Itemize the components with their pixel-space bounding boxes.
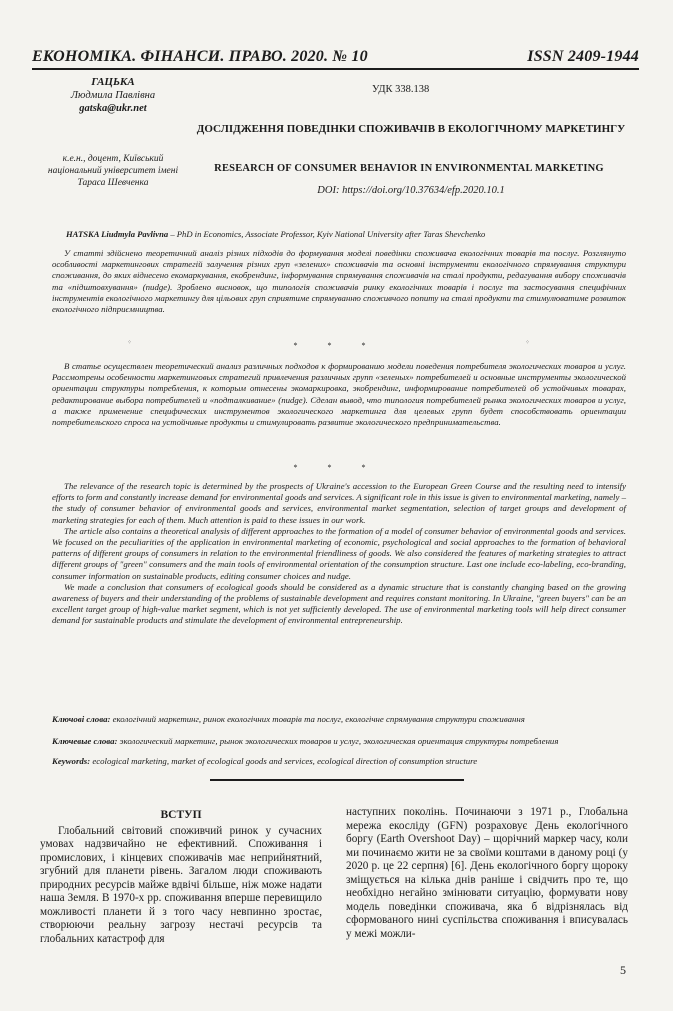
- keywords-ua-text: екологічний маркетинг, ринок екологічних товарів та послуг, екологічне спрямування структури споживання: [110, 714, 525, 724]
- scan-mark: ⁘: [127, 340, 133, 346]
- body-column-left: [40, 809, 322, 946]
- abstract-ru-text: В статье осуществлен теоретический анализ различных подходов к формированию модели поведения потребителя экологических товаров и услуг. Рассмотрены особенности маркетинговых стратегий привлечения различных групп «зеленых» потребителей и основные инструменты экологической ориентации структуры потребления, к которым отнесены экомаркировка, экобрендинг, информирование потребителей об устойчивых товарах, редактирование выбора потребителей и «подталкивание» (nudge). Сделан вывод, что типология потребителей рынка экологических товаров и услуг, а также применение специфических инструментов экологического маркетинга для целевых групп будет способствовать ориентации потребительского спроса на устойчивые продукты и стимулировать развитие экологического предпринимательства.: [52, 361, 626, 428]
- keywords-en-label: Keywords:: [52, 756, 91, 766]
- keywords-ua-label: Ключові слова:: [52, 714, 111, 724]
- abstract-en: [52, 481, 626, 627]
- scan-mark: ⁘: [525, 340, 531, 346]
- udk-code: УДК 338.138: [372, 84, 430, 95]
- author-info: [38, 76, 188, 189]
- author-given-name: Людмила Павлівна: [70, 90, 156, 101]
- page-number: 5: [620, 963, 626, 977]
- section-heading-intro: ВСТУП: [160, 809, 202, 821]
- keywords-ru-label: Ключевые слова:: [52, 736, 118, 746]
- author-affiliation: к.е.н., доцент, Київський національний університет імені Тараса Шевченка: [47, 154, 179, 188]
- separator-stars: * * *: [293, 463, 380, 472]
- author-email: gatska@ukr.net: [79, 103, 147, 114]
- issn: ISSN 2409-1944: [527, 48, 639, 65]
- keywords-ru-text: экологический маркетинг, рынок экологических товаров и услуг, экологическая ориентация структуры потребления: [117, 736, 559, 746]
- abstract-ru: [52, 361, 626, 428]
- author-line-en: [66, 229, 636, 239]
- author-name-en: HATSKA Liudmyla Pavlivna: [66, 229, 169, 239]
- abstract-ua: [52, 248, 626, 315]
- abstract-en-p1: The relevance of the research topic is determined by the prospects of Ukraine's accession to the European Green Course and the resulting need to intensify efforts to form and constantly increase demand for environmental goods and services. A significant role in this issue is given to environmental marketing, namely – the study of consumer behavior of environmental goods and services, environmental market segmentation, selection of target groups and development of marketing strategies for each of them. Much attention is paid to these issues in our work.: [52, 481, 627, 525]
- article-title-en: RESEARCH OF CONSUMER BEHAVIOR IN ENVIRONMENTAL MARKETING: [214, 163, 604, 174]
- journal-title: ЕКОНОМІКА. ФІНАНСИ. ПРАВО. 2020. № 10: [32, 48, 368, 65]
- abstract-en-p2: The article also contains a theoretical analysis of different approaches to the formation of a model of consumer behavior of environmental goods and services. We focused on the peculiarities of the application in environmental marketing of economic, psychological and social approaches to the formation of behavioral patterns of different groups of consumers in relation to the environmental friendliness of goods. We also considered the features of marketing strategies to attract different groups of "green" consumers and the main tools of environmental orientation of the consumption structure. Last one include eco-labeling, eco-branding, consumer information on sustainable products, editing consumer choices and nudge.: [52, 525, 626, 581]
- author-credentials-en: – PhD in Economics, Associate Professor, Kyiv National University after Taras Shevchenko: [168, 229, 486, 239]
- intro-text-right: наступних поколінь. Починаючи з 1971 р., Глобальна мережа екосліду (GFN) розраховує День екологічного боргу (Earth Overshoot Day) – щорічний маркер часу, коли ми починаємо жити не за своїми коштами в даному році (у 2020 р. це 22 серпня) [6]. День екологічного боргу щороку зміщується на кілька днів раніше і свідчить про те, що необхідно негайно змінювати ситуацію, формувати нову модель поведінки споживача, яка б відрізнялась від сформованого нині суспільства споживання і вписувалась у межі можли-: [346, 806, 628, 940]
- keywords-en-text: ecological marketing, market of ecological goods and services, ecological direction of consumption structure: [90, 756, 478, 766]
- intro-text-left: Глобальний світовий споживчий ринок у сучасних умовах надзвичайно не ефективний. Споживання і промислових, і кінцевих споживачів має неприйнятний, згубний для планети рівень. Загалом люди споживають природних ресурсів майже вдвічі більше, ніж може надати наша Земля. В 1970-х рр. споживання вперше перевищило можливості планети й з того часу невпинно зростає, створюючи реальну загрозу нестачі ресурсів та глобальних катастроф для: [40, 824, 322, 945]
- abstract-ua-text: У статті здійснено теоретичний аналіз різних підходів до формування моделі поведінки споживача екологічних товарів та послуг. Розглянуто особливості маркетингових стратегій залучення різних груп «зелених» споживачів та основні інструменти екологічного спрямування структури споживання, до яких віднесено екомаркування, екобрендинг, інформування спрямування споживачів на сталі продукти, редагування вибору споживачів та «підштовхування» (nudge). Зроблено висновок, що типологія споживачів ринку екологічних товарів і послуг та застосування специфічних інструментів екологічного маркетингу для цільових груп сприятиме спрямуванню споживчого попиту на сталі продукти та стимулюватиме розвиток екологічного підприємництва.: [52, 248, 626, 315]
- keywords-ua: [52, 714, 626, 725]
- author-surname: ГАЦЬКА: [91, 76, 135, 88]
- doi: DOI: https://doi.org/10.37634/efp.2020.10.1: [317, 185, 505, 196]
- article-title-ua: ДОСЛІДЖЕННЯ ПОВЕДІНКИ СПОЖИВАЧІВ В ЕКОЛОГІЧНОМУ МАРКЕТИНГУ: [196, 123, 626, 135]
- separator-stars: * * *: [293, 341, 380, 350]
- section-divider: [210, 779, 464, 781]
- abstract-en-p3: We made a conclusion that consumers of ecological goods should be considered as a dynamic structure that is constantly changing based on the growing awareness of buyers and their understanding of the problems of sustainable development and requires constant monitoring. In Ukraine, "green buyers" can be an excellent target group of high-value market segment, which is not yet sufficiently developed. The use of environmental marketing tools will help direct consumer demand for sustainable products and stimulate the development of environmental entrepreneurship.: [52, 581, 626, 626]
- keywords-en: [52, 756, 626, 767]
- keywords-ru: [52, 736, 626, 747]
- running-header: [32, 48, 639, 66]
- body-column-right: [346, 806, 628, 941]
- header-rule: [32, 68, 639, 70]
